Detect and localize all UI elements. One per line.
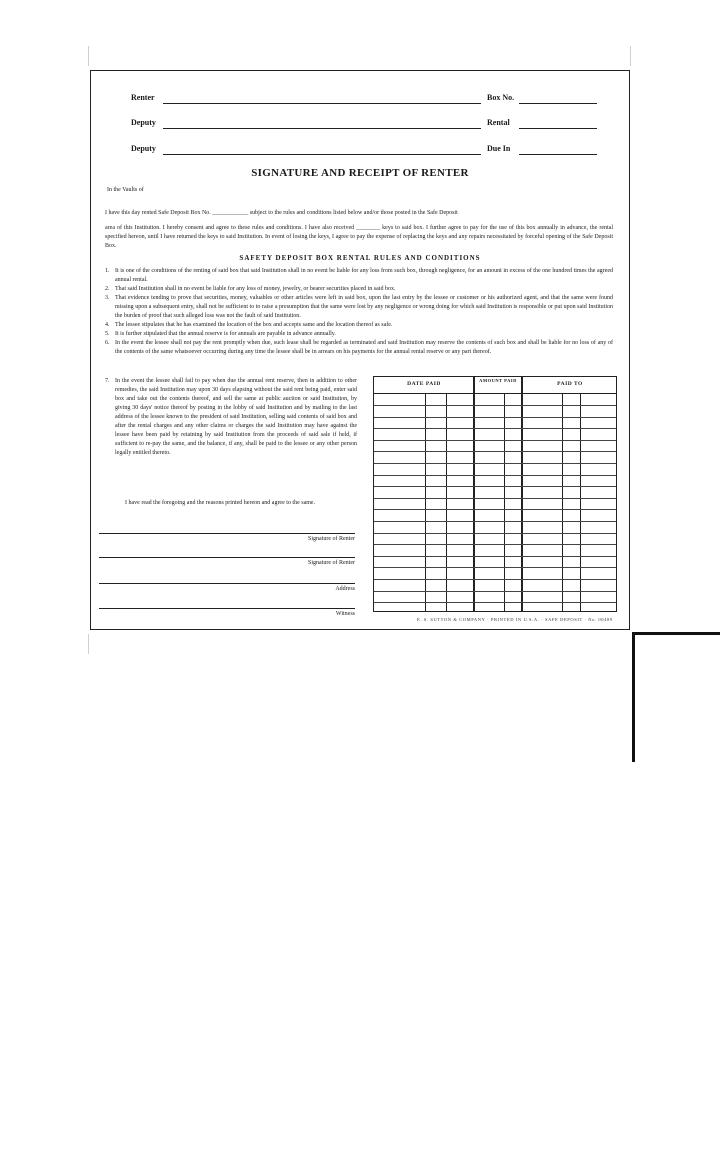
signature-caption: Signature of Renter bbox=[308, 536, 355, 542]
intro-line-2: area of this Institution. I hereby consent and agree to these rules and conditions. I have also received ________ keys to said box. I further agree to pay for the use of this box annually in advance, the rental specified hereon, until I have returned the keys to said Institution. In event of losing the keys, I agree to pay the expense of replacing the keys and any repairs necessitated by forceful opening of the Safe Deposit Box. bbox=[105, 225, 613, 249]
rules-list bbox=[105, 267, 613, 357]
payment-table-header bbox=[374, 377, 616, 394]
corner-crop-mark bbox=[632, 632, 720, 762]
crop-mark-bottom-left bbox=[88, 634, 89, 654]
rule-7-number: 7. bbox=[105, 378, 110, 384]
table-row-line bbox=[374, 567, 616, 568]
deputy-label: Deputy bbox=[131, 118, 156, 127]
column-divider-thick bbox=[521, 377, 523, 611]
rental-form bbox=[90, 70, 630, 630]
signature-block-1 bbox=[99, 533, 355, 542]
address-line[interactable] bbox=[99, 583, 355, 584]
renter-row bbox=[131, 93, 597, 107]
address-caption: Address bbox=[335, 586, 355, 592]
signature-block-2 bbox=[99, 557, 355, 566]
deputy-label-2: Deputy bbox=[131, 144, 156, 153]
rule-item: 2. That said Institution shall in no event be liable for any loss of money, jewelry, or bearer securities placed in said box. bbox=[105, 286, 396, 292]
table-row-line bbox=[374, 509, 616, 510]
deputy-row-1 bbox=[131, 118, 597, 132]
rule-item: 1. It is one of the conditions of the renting of said box that said Institution shall in no event be liable for any loss from such box, through negligence, for an amount in excess of the one hundred times the agreed annual rental. bbox=[105, 268, 613, 283]
table-row-line bbox=[374, 486, 616, 487]
intro-line-1: I have this day rented Safe Deposit Box No. ____________ subject to the rules and conditions listed below and/or those posted in the Safe Deposit bbox=[105, 210, 458, 216]
witness-line[interactable] bbox=[99, 608, 355, 609]
table-row-line bbox=[374, 498, 616, 499]
paid-to-header: PAID TO bbox=[557, 381, 583, 387]
rule-7-text: In the event the lessee shall fail to pay when due the annual rent reserve, then in addition to other remedies, the said Institution may upon 30 days elapsing without the said rent being paid, enter said box and take out the contents thereof, and sell the same at public auction or said Institution, by giving 30 days' notice thereof by posting in the lobby of said Institution and by mailing to the last address of the lessee known to the president of said Institution, selling said contents of said box and after the rental charges and any other claims or charges the said Institution may have against the lessee have been paid by retaining by said Institution from the proceeds of said sale if held, if sufficient to re-pay the same, and the balance, if any, shall be paid to the lessee or any other person legally entitled thereto. bbox=[115, 378, 357, 456]
deputy-input-line[interactable] bbox=[163, 128, 481, 129]
table-row-line bbox=[374, 521, 616, 522]
table-row-line bbox=[374, 602, 616, 603]
vaults-text: In the Vaults of bbox=[107, 187, 144, 193]
rule-item: 3. That evidence tending to prove that securities, money, valuables or other articles were left in said box, upon the last entry by the lessee or customer or his authorized agent, and that the same were found missing upon a subsequent entry, shall not be sufficient to to raise a presumption that the same were lost by any negligence or wrong doing for which said Institution is responsible or put upon said Institution the burden of proof that such alleged loss was not the fault of said Institution. bbox=[105, 295, 613, 319]
table-row-line bbox=[374, 556, 616, 557]
table-row-line bbox=[374, 417, 616, 418]
deputy-row-2 bbox=[131, 144, 597, 158]
signature-line[interactable] bbox=[99, 557, 355, 558]
signature-caption: Signature of Renter bbox=[308, 560, 355, 566]
rental-label: Rental bbox=[487, 118, 510, 127]
printer-footer: E. S. SUTTON & COMPANY · PRINTED IN U.S.A. · SAFE DEPOSIT · No. 00489 bbox=[417, 617, 613, 622]
crop-mark-top-left bbox=[88, 46, 89, 66]
address-block bbox=[99, 583, 355, 592]
table-row-line bbox=[374, 475, 616, 476]
witness-caption: Witness bbox=[335, 611, 355, 617]
renter-input-line[interactable] bbox=[163, 103, 481, 104]
rule-item: 4. The lessee stipulates that he has examined the location of the box and accepts same and the location thereof as safe. bbox=[105, 322, 393, 328]
crop-mark-top-right bbox=[630, 46, 631, 66]
column-divider-thick bbox=[473, 377, 475, 611]
table-row-line bbox=[374, 451, 616, 452]
rental-input-line[interactable] bbox=[519, 128, 597, 129]
rules-title: SAFETY DEPOSIT BOX RENTAL RULES AND CONDITIONS bbox=[239, 254, 481, 262]
signature-line[interactable] bbox=[99, 533, 355, 534]
witness-block bbox=[99, 608, 355, 617]
table-row-line bbox=[374, 544, 616, 545]
due-in-label: Due In bbox=[487, 144, 511, 153]
table-row-line bbox=[374, 463, 616, 464]
box-no-label: Box No. bbox=[487, 93, 515, 102]
due-in-input-line[interactable] bbox=[519, 154, 597, 155]
table-row-line bbox=[374, 405, 616, 406]
amount-paid-header: AMOUNT PAID bbox=[479, 378, 517, 383]
intro-paragraph bbox=[105, 209, 613, 251]
box-no-input-line[interactable] bbox=[519, 103, 597, 104]
agreement-text: I have read the foregoing and the reasons printed hereon and agree to the same. bbox=[125, 500, 316, 506]
deputy-input-line-2[interactable] bbox=[163, 154, 481, 155]
rule-item: 5. It is further stipulated that the annual reserve is for annuals are payable in advance annually. bbox=[105, 331, 336, 337]
rule-7 bbox=[105, 377, 357, 458]
payment-table bbox=[373, 376, 617, 612]
rule-item: 6. In the event the lessee shall not pay the rent promptly when due, such lease shall be regarded as terminated and said Institution may reserve the contents of such box and shall be liable for no loss of any of the contents of the same whatsoever occurring during any time the lessee shall be in arrears on his payments for the annual rental reserve or any part thereof. bbox=[105, 340, 613, 355]
table-row-line bbox=[374, 591, 616, 592]
renter-label: Renter bbox=[131, 93, 155, 102]
date-paid-header: DATE PAID bbox=[407, 381, 441, 387]
table-row-line bbox=[374, 440, 616, 441]
table-row-line bbox=[374, 428, 616, 429]
table-row-line bbox=[374, 533, 616, 534]
form-title: SIGNATURE AND RECEIPT OF RENTER bbox=[251, 167, 469, 179]
table-row-line bbox=[374, 579, 616, 580]
